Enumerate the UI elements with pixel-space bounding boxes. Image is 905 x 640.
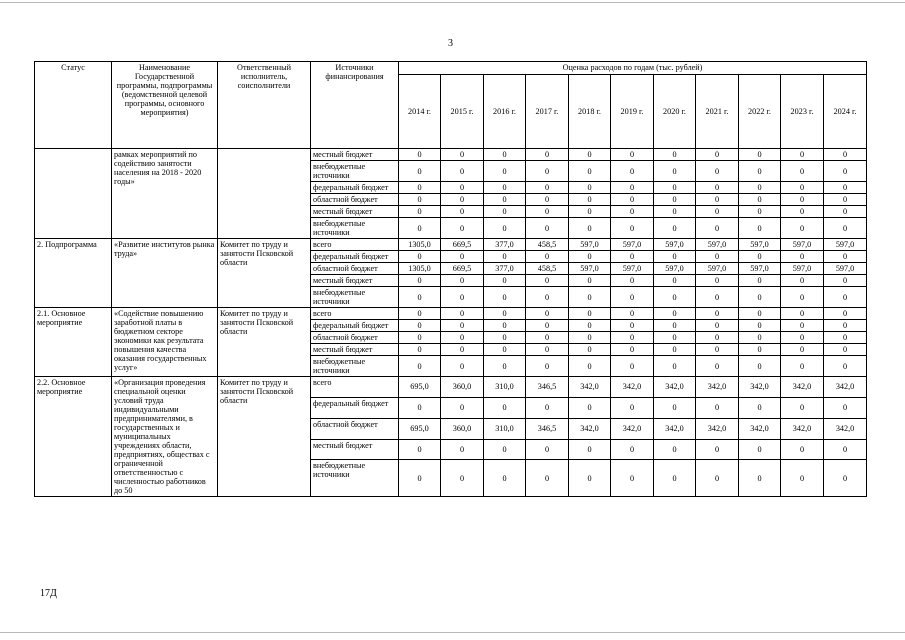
value-cell: 0 — [526, 332, 569, 344]
value-cell: 0 — [654, 397, 696, 418]
value-cell: 0 — [441, 460, 484, 497]
value-cell: 0 — [484, 275, 526, 287]
value-cell: 0 — [739, 251, 781, 263]
value-cell: 0 — [441, 218, 484, 239]
value-cell: 342,0 — [824, 418, 867, 439]
name-cell: «Содействие повышению заработной платы в бюджетном секторе экономики как результата повышения качества оказания государственных услуг» — [112, 308, 218, 377]
value-cell: 0 — [484, 206, 526, 218]
value-cell: 0 — [441, 161, 484, 182]
value-cell: 0 — [824, 344, 867, 356]
header-year: 2018 г. — [569, 75, 611, 149]
value-cell: 0 — [824, 275, 867, 287]
value-cell: 0 — [739, 287, 781, 308]
value-cell: 0 — [526, 320, 569, 332]
value-cell: 377,0 — [484, 239, 526, 251]
source-cell: местный бюджет — [311, 149, 399, 161]
value-cell: 0 — [824, 332, 867, 344]
executor-cell: Комитет по труду и занятости Псковской области — [218, 377, 311, 497]
value-cell: 597,0 — [696, 239, 739, 251]
value-cell: 0 — [569, 287, 611, 308]
source-cell: областной бюджет — [311, 263, 399, 275]
value-cell: 0 — [441, 206, 484, 218]
status-cell: 2. Подпрограмма — [35, 239, 112, 308]
value-cell: 0 — [526, 460, 569, 497]
value-cell: 0 — [739, 149, 781, 161]
value-cell: 0 — [441, 308, 484, 320]
value-cell: 0 — [526, 182, 569, 194]
value-cell: 0 — [526, 397, 569, 418]
source-cell: областной бюджет — [311, 332, 399, 344]
value-cell: 0 — [611, 397, 654, 418]
value-cell: 0 — [611, 460, 654, 497]
header-year: 2014 г. — [399, 75, 441, 149]
value-cell: 0 — [441, 332, 484, 344]
value-cell: 342,0 — [654, 418, 696, 439]
header-estimate: Оценка расходов по годам (тыс. рублей) — [399, 62, 867, 75]
value-cell: 0 — [526, 308, 569, 320]
value-cell: 0 — [569, 344, 611, 356]
value-cell: 0 — [824, 397, 867, 418]
value-cell: 342,0 — [611, 418, 654, 439]
value-cell: 0 — [654, 251, 696, 263]
value-cell: 0 — [484, 218, 526, 239]
header-year: 2024 г. — [824, 75, 867, 149]
value-cell: 0 — [696, 218, 739, 239]
source-cell: внебюджетные источники — [311, 460, 399, 497]
scan-edge-bottom — [0, 632, 905, 633]
value-cell: 342,0 — [696, 377, 739, 398]
source-cell: внебюджетные источники — [311, 356, 399, 377]
value-cell: 0 — [484, 439, 526, 460]
status-cell — [35, 149, 112, 239]
value-cell: 597,0 — [569, 239, 611, 251]
value-cell: 0 — [399, 287, 441, 308]
value-cell: 0 — [611, 251, 654, 263]
header-executor: Ответственный исполнитель, соисполнители — [218, 62, 311, 149]
value-cell: 0 — [441, 356, 484, 377]
header-status: Статус — [35, 62, 112, 149]
value-cell: 597,0 — [654, 239, 696, 251]
value-cell: 597,0 — [824, 239, 867, 251]
value-cell: 0 — [441, 439, 484, 460]
value-cell: 1305,0 — [399, 263, 441, 275]
value-cell: 0 — [781, 332, 824, 344]
value-cell: 0 — [399, 251, 441, 263]
value-cell: 0 — [611, 356, 654, 377]
value-cell: 0 — [399, 218, 441, 239]
value-cell: 0 — [484, 460, 526, 497]
source-cell: федеральный бюджет — [311, 397, 399, 418]
value-cell: 0 — [484, 182, 526, 194]
value-cell: 0 — [654, 460, 696, 497]
value-cell: 0 — [824, 161, 867, 182]
value-cell: 0 — [569, 149, 611, 161]
value-cell: 0 — [484, 194, 526, 206]
value-cell: 360,0 — [441, 377, 484, 398]
value-cell: 0 — [824, 218, 867, 239]
value-cell: 0 — [484, 344, 526, 356]
value-cell: 310,0 — [484, 377, 526, 398]
header-year: 2019 г. — [611, 75, 654, 149]
header-year: 2021 г. — [696, 75, 739, 149]
value-cell: 0 — [399, 356, 441, 377]
value-cell: 0 — [569, 356, 611, 377]
value-cell: 0 — [611, 344, 654, 356]
value-cell: 0 — [696, 332, 739, 344]
value-cell: 0 — [654, 194, 696, 206]
value-cell: 0 — [569, 439, 611, 460]
value-cell: 0 — [399, 182, 441, 194]
value-cell: 1305,0 — [399, 239, 441, 251]
value-cell: 346,5 — [526, 377, 569, 398]
value-cell: 0 — [654, 161, 696, 182]
value-cell: 0 — [441, 194, 484, 206]
value-cell: 0 — [781, 460, 824, 497]
value-cell: 0 — [399, 161, 441, 182]
source-cell: областной бюджет — [311, 194, 399, 206]
value-cell: 0 — [739, 332, 781, 344]
value-cell: 695,0 — [399, 418, 441, 439]
value-cell: 669,5 — [441, 239, 484, 251]
value-cell: 0 — [399, 275, 441, 287]
value-cell: 0 — [484, 251, 526, 263]
value-cell: 0 — [569, 182, 611, 194]
header-name: Наименование Государственной программы, подпрограммы (ведомственной целевой программы, основного мероприятия) — [112, 62, 218, 149]
value-cell: 0 — [739, 397, 781, 418]
value-cell: 458,5 — [526, 239, 569, 251]
budget-table — [34, 61, 867, 497]
source-cell: местный бюджет — [311, 344, 399, 356]
value-cell: 0 — [484, 308, 526, 320]
value-cell: 0 — [696, 161, 739, 182]
value-cell: 342,0 — [781, 377, 824, 398]
value-cell: 0 — [739, 161, 781, 182]
name-cell: рамках мероприятий по содействию занятости населения на 2018 - 2020 годы» — [112, 149, 218, 239]
source-cell: местный бюджет — [311, 206, 399, 218]
value-cell: 0 — [739, 344, 781, 356]
value-cell: 0 — [654, 439, 696, 460]
value-cell: 597,0 — [696, 263, 739, 275]
value-cell: 310,0 — [484, 418, 526, 439]
value-cell: 0 — [526, 356, 569, 377]
value-cell: 0 — [441, 344, 484, 356]
value-cell: 0 — [781, 182, 824, 194]
value-cell: 0 — [654, 149, 696, 161]
value-cell: 342,0 — [696, 418, 739, 439]
value-cell: 0 — [739, 356, 781, 377]
status-cell: 2.2. Основное мероприятие — [35, 377, 112, 497]
header-year: 2022 г. — [739, 75, 781, 149]
source-cell: внебюджетные источники — [311, 218, 399, 239]
value-cell: 0 — [611, 182, 654, 194]
value-cell: 0 — [696, 320, 739, 332]
value-cell: 458,5 — [526, 263, 569, 275]
value-cell: 0 — [569, 218, 611, 239]
value-cell: 0 — [739, 460, 781, 497]
value-cell: 0 — [781, 308, 824, 320]
value-cell: 597,0 — [739, 263, 781, 275]
header-sources: Источники финансирования — [311, 62, 399, 149]
value-cell: 0 — [399, 308, 441, 320]
value-cell: 0 — [696, 356, 739, 377]
value-cell: 0 — [739, 182, 781, 194]
value-cell: 342,0 — [611, 377, 654, 398]
value-cell: 0 — [739, 275, 781, 287]
value-cell: 0 — [399, 439, 441, 460]
value-cell: 0 — [824, 439, 867, 460]
value-cell: 597,0 — [654, 263, 696, 275]
value-cell: 0 — [399, 206, 441, 218]
value-cell: 597,0 — [781, 239, 824, 251]
value-cell: 0 — [611, 332, 654, 344]
scan-edge-top — [0, 2, 905, 3]
header-year: 2023 г. — [781, 75, 824, 149]
value-cell: 0 — [696, 275, 739, 287]
value-cell: 0 — [569, 194, 611, 206]
value-cell: 0 — [739, 308, 781, 320]
value-cell: 0 — [696, 460, 739, 497]
value-cell: 597,0 — [611, 263, 654, 275]
value-cell: 0 — [611, 275, 654, 287]
value-cell: 0 — [569, 397, 611, 418]
value-cell: 0 — [441, 182, 484, 194]
value-cell: 0 — [654, 320, 696, 332]
source-cell: федеральный бюджет — [311, 182, 399, 194]
value-cell: 0 — [654, 182, 696, 194]
value-cell: 0 — [781, 161, 824, 182]
value-cell: 0 — [611, 218, 654, 239]
source-cell: внебюджетные источники — [311, 161, 399, 182]
value-cell: 0 — [654, 344, 696, 356]
value-cell: 0 — [654, 218, 696, 239]
value-cell: 0 — [654, 308, 696, 320]
value-cell: 0 — [441, 397, 484, 418]
value-cell: 0 — [824, 149, 867, 161]
value-cell: 0 — [441, 251, 484, 263]
value-cell: 342,0 — [569, 377, 611, 398]
value-cell: 0 — [824, 460, 867, 497]
value-cell: 695,0 — [399, 377, 441, 398]
value-cell: 0 — [569, 251, 611, 263]
value-cell: 346,5 — [526, 418, 569, 439]
value-cell: 0 — [824, 194, 867, 206]
value-cell: 0 — [696, 439, 739, 460]
value-cell: 0 — [399, 344, 441, 356]
value-cell: 0 — [484, 332, 526, 344]
value-cell: 0 — [399, 397, 441, 418]
table-row — [35, 308, 867, 320]
value-cell: 0 — [611, 287, 654, 308]
value-cell: 0 — [484, 397, 526, 418]
value-cell: 0 — [654, 206, 696, 218]
header-year: 2020 г. — [654, 75, 696, 149]
value-cell: 597,0 — [824, 263, 867, 275]
value-cell: 0 — [399, 332, 441, 344]
value-cell: 0 — [654, 275, 696, 287]
value-cell: 342,0 — [569, 418, 611, 439]
value-cell: 0 — [781, 344, 824, 356]
value-cell: 0 — [739, 206, 781, 218]
value-cell: 0 — [696, 194, 739, 206]
source-cell: областной бюджет — [311, 418, 399, 439]
header-year: 2016 г. — [484, 75, 526, 149]
value-cell: 0 — [654, 332, 696, 344]
value-cell: 342,0 — [739, 418, 781, 439]
value-cell: 0 — [696, 182, 739, 194]
value-cell: 0 — [399, 149, 441, 161]
value-cell: 0 — [569, 332, 611, 344]
value-cell: 0 — [781, 194, 824, 206]
source-cell: местный бюджет — [311, 439, 399, 460]
executor-cell: Комитет по труду и занятости Псковской области — [218, 308, 311, 377]
value-cell: 597,0 — [569, 263, 611, 275]
value-cell: 0 — [526, 275, 569, 287]
value-cell: 0 — [569, 161, 611, 182]
value-cell: 597,0 — [781, 263, 824, 275]
value-cell: 0 — [569, 320, 611, 332]
name-cell: «Организация проведения специальной оценки условий труда индивидуальными предпринимателями, в государственных и муниципальных учреждениях области, предприятиях, обществах с ограниченной ответственностью с численностью работников до 50 — [112, 377, 218, 497]
value-cell: 597,0 — [611, 239, 654, 251]
value-cell: 0 — [441, 275, 484, 287]
value-cell: 0 — [781, 149, 824, 161]
name-cell: «Развитие институтов рынка труда» — [112, 239, 218, 308]
value-cell: 0 — [441, 287, 484, 308]
value-cell: 0 — [484, 149, 526, 161]
value-cell: 0 — [824, 206, 867, 218]
value-cell: 0 — [696, 251, 739, 263]
value-cell: 0 — [484, 356, 526, 377]
value-cell: 0 — [611, 320, 654, 332]
value-cell: 0 — [526, 194, 569, 206]
value-cell: 0 — [824, 182, 867, 194]
value-cell: 0 — [611, 308, 654, 320]
value-cell: 0 — [696, 149, 739, 161]
value-cell: 0 — [484, 161, 526, 182]
source-cell: всего — [311, 377, 399, 398]
value-cell: 0 — [696, 206, 739, 218]
source-cell: федеральный бюджет — [311, 251, 399, 263]
value-cell: 342,0 — [654, 377, 696, 398]
value-cell: 0 — [824, 251, 867, 263]
value-cell: 0 — [781, 397, 824, 418]
source-cell: федеральный бюджет — [311, 320, 399, 332]
page-number: 3 — [448, 38, 453, 49]
value-cell: 0 — [569, 460, 611, 497]
value-cell: 0 — [484, 320, 526, 332]
table-row — [35, 239, 867, 251]
value-cell: 342,0 — [781, 418, 824, 439]
value-cell: 0 — [526, 439, 569, 460]
value-cell: 0 — [696, 308, 739, 320]
value-cell: 0 — [654, 356, 696, 377]
value-cell: 597,0 — [739, 239, 781, 251]
source-cell: местный бюджет — [311, 275, 399, 287]
value-cell: 0 — [781, 287, 824, 308]
value-cell: 0 — [611, 149, 654, 161]
value-cell: 0 — [824, 308, 867, 320]
table-row — [35, 377, 867, 398]
value-cell: 0 — [441, 320, 484, 332]
value-cell: 0 — [611, 206, 654, 218]
value-cell: 0 — [824, 356, 867, 377]
value-cell: 0 — [611, 194, 654, 206]
value-cell: 0 — [739, 439, 781, 460]
value-cell: 0 — [611, 439, 654, 460]
value-cell: 0 — [781, 218, 824, 239]
value-cell: 360,0 — [441, 418, 484, 439]
value-cell: 0 — [526, 218, 569, 239]
document-code: 17Д — [40, 588, 57, 599]
value-cell: 0 — [569, 308, 611, 320]
value-cell: 0 — [781, 320, 824, 332]
value-cell: 669,5 — [441, 263, 484, 275]
value-cell: 0 — [399, 460, 441, 497]
value-cell: 0 — [781, 275, 824, 287]
executor-cell: Комитет по труду и занятости Псковской области — [218, 239, 311, 308]
value-cell: 0 — [696, 397, 739, 418]
value-cell: 0 — [399, 320, 441, 332]
header-year: 2017 г. — [526, 75, 569, 149]
value-cell: 0 — [824, 287, 867, 308]
source-cell: всего — [311, 239, 399, 251]
value-cell: 0 — [654, 287, 696, 308]
value-cell: 0 — [696, 344, 739, 356]
value-cell: 0 — [569, 206, 611, 218]
value-cell: 342,0 — [824, 377, 867, 398]
value-cell: 0 — [526, 149, 569, 161]
value-cell: 0 — [441, 149, 484, 161]
value-cell: 0 — [781, 439, 824, 460]
source-cell: всего — [311, 308, 399, 320]
value-cell: 0 — [569, 275, 611, 287]
value-cell: 0 — [781, 206, 824, 218]
value-cell: 342,0 — [739, 377, 781, 398]
table-row — [35, 149, 867, 161]
value-cell: 0 — [739, 194, 781, 206]
value-cell: 0 — [739, 218, 781, 239]
value-cell: 0 — [526, 287, 569, 308]
value-cell: 0 — [484, 287, 526, 308]
executor-cell — [218, 149, 311, 239]
value-cell: 0 — [526, 344, 569, 356]
value-cell: 0 — [781, 356, 824, 377]
value-cell: 0 — [824, 320, 867, 332]
value-cell: 0 — [781, 251, 824, 263]
value-cell: 0 — [696, 287, 739, 308]
value-cell: 0 — [526, 161, 569, 182]
value-cell: 0 — [399, 194, 441, 206]
value-cell: 377,0 — [484, 263, 526, 275]
value-cell: 0 — [526, 251, 569, 263]
value-cell: 0 — [526, 206, 569, 218]
value-cell: 0 — [611, 161, 654, 182]
source-cell: внебюджетные источники — [311, 287, 399, 308]
value-cell: 0 — [739, 320, 781, 332]
header-year: 2015 г. — [441, 75, 484, 149]
status-cell: 2.1. Основное мероприятие — [35, 308, 112, 377]
